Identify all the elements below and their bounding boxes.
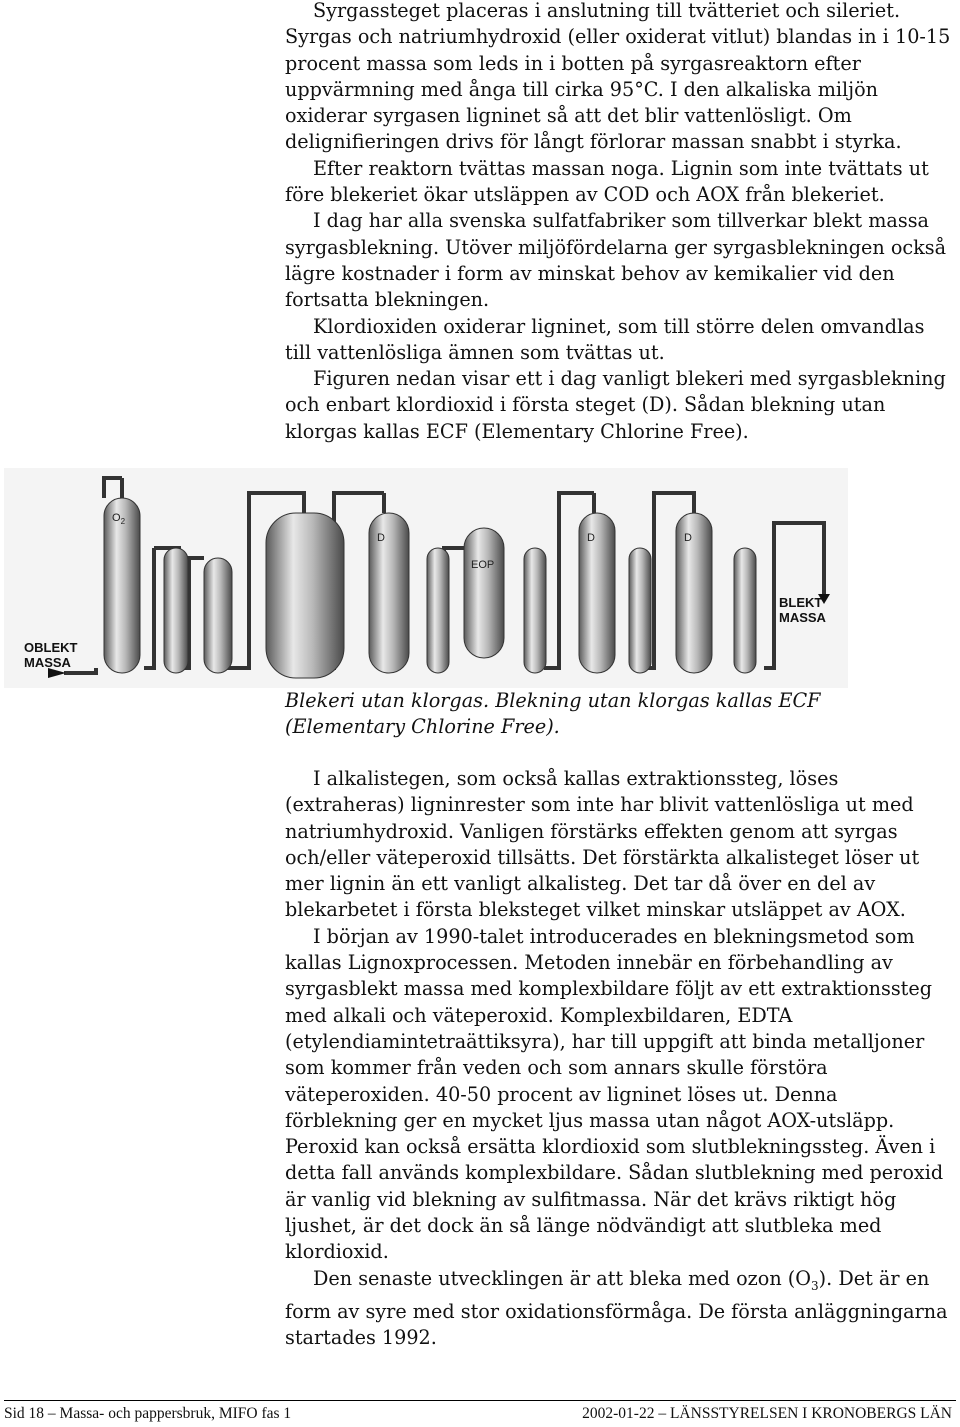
paragraph: I dag har alla svenska sulfatfabriker som tillverkar blekt massa syrgasblekning. Utöver miljöfördelarna ger syrgasblekningen också lägre kostnader i form av minskat behov av kemikalier vid den fortsatta blekningen. [285,209,947,312]
footer-left: Sid 18 – Massa- och pappersbruk, MIFO fas 1 [4,1405,292,1422]
tank-eop-label: EOP [471,559,495,571]
tank-d2 [579,513,615,673]
ozone-text-start: Den senaste utvecklingen är att bleka med ozon (O [313,1266,811,1290]
paragraph: I alkalistegen, som också kallas extraktionssteg, löses (extraheras) ligninrester som inte har blivit vattenlösliga ut med natriumhydroxid. Vanligen förstärks effekten genom att syrgas och/eller väteperoxid tillsätts. Det förstärkta alkalisteget löser ut mer lignin än ett vanligt alkalisteg. Det tar då över en del av blekarbetet i första bleksteget vilket minskar utsläppet av AOX. [285,767,920,922]
tank-d3-label: D [684,532,692,544]
input-label-line2: MASSA [24,655,71,670]
paragraph: Efter reaktorn tvättas massan noga. Lignin som inte tvättats ut före blekeriet ökar utsläppen av COD och AOX från blekeriet. [285,156,929,207]
ozone-text-end: ). Det är en form av syre med stor oxidationsförmåga. De första anläggningarna startades 1992. [285,1266,948,1350]
tank-washer-1 [164,548,188,673]
input-label-line1: OBLEKT [24,640,78,655]
tank-d3 [676,513,712,673]
tank-d1 [369,513,409,673]
tank-washer-6 [734,548,756,673]
tank-eop [464,528,504,658]
text-block-bottom [285,766,955,1351]
tank-washer-5 [629,548,651,673]
tank-washer-4 [524,548,546,673]
bleaching-plant-illustration [4,468,848,688]
output-label-line1: BLEKT [779,595,823,610]
tank-o2-label: $O_2$ [112,512,126,526]
bleaching-plant-diagram [4,468,848,688]
tank-washer-2 [204,558,232,673]
output-label-line2: MASSA [779,610,826,625]
tank-d1-label: D [377,532,385,544]
ozone-subscript: 3 [811,1278,819,1293]
tank-d2-label: D [587,532,595,544]
paragraph: Klordioxiden oxiderar ligninet, som till större delen omvandlas till vattenlösliga ämnen som tvättas ut. [285,314,925,364]
paragraph-ozone [285,1266,955,1352]
footer-right: 2002-01-22 – LÄNSSTYRELSEN I KRONOBERGS LÄN [582,1405,952,1422]
tank-washer-3 [427,548,449,673]
footer-rule [4,1400,956,1401]
paragraph: Figuren nedan visar ett i dag vanligt blekeri med syrgasblekning och enbart klordioxid i första steget (D). Sådan blekning utan klorgas kallas ECF (Elementary Chlorine Free). [285,367,946,443]
figure-caption: Blekeri utan klorgas. Blekning utan klorgas kallas ECF (Elementary Chlorine Free). [285,689,821,739]
paragraph: I början av 1990-talet introducerades en blekningsmetod som kallas Lignoxprocessen. Metoden innebär en förbehandling av syrgasblekt massa med komplexbildare följt av ett extraktionssteg med alkali och väteperoxid. Komplexbildaren, EDTA (etylendiamintetraättiksyra), har till uppgift att binda metalljoner som kommer från veden och som annars skulle förstöra väteperoxiden. 40-50 procent av ligninet löses ut. Denna förblekning ger en mycket ljus massa utan något AOX-utsläpp. Peroxid kan också ersätta klordioxid som slutblekningssteg. Även i detta fall används komplexbildare. Sådan slutblekning med peroxid är vanlig vid blekning av sulfitmassa. När det krävs riktigt hög ljushet, är det dock än så länge nödvändigt att slutbleka med klordioxid. [285,924,944,1264]
tank-storage [266,513,344,678]
paragraph: Syrgassteget placeras i anslutning till tvätteriet och sileriet. Syrgas och natriumhydroxid (eller oxiderat vitlut) blandas in i 10-15 procent massa som leds in i botten på syrgasreaktorn efter uppvärmning med ånga till cirka 95°C. I den alkaliska miljön oxiderar syrgasen ligninet så att det blir vattenlösligt. Om delignifieringen drivs för långt förlorar massan snabbt i styrka. [285,0,951,154]
text-block-top [285,0,955,445]
